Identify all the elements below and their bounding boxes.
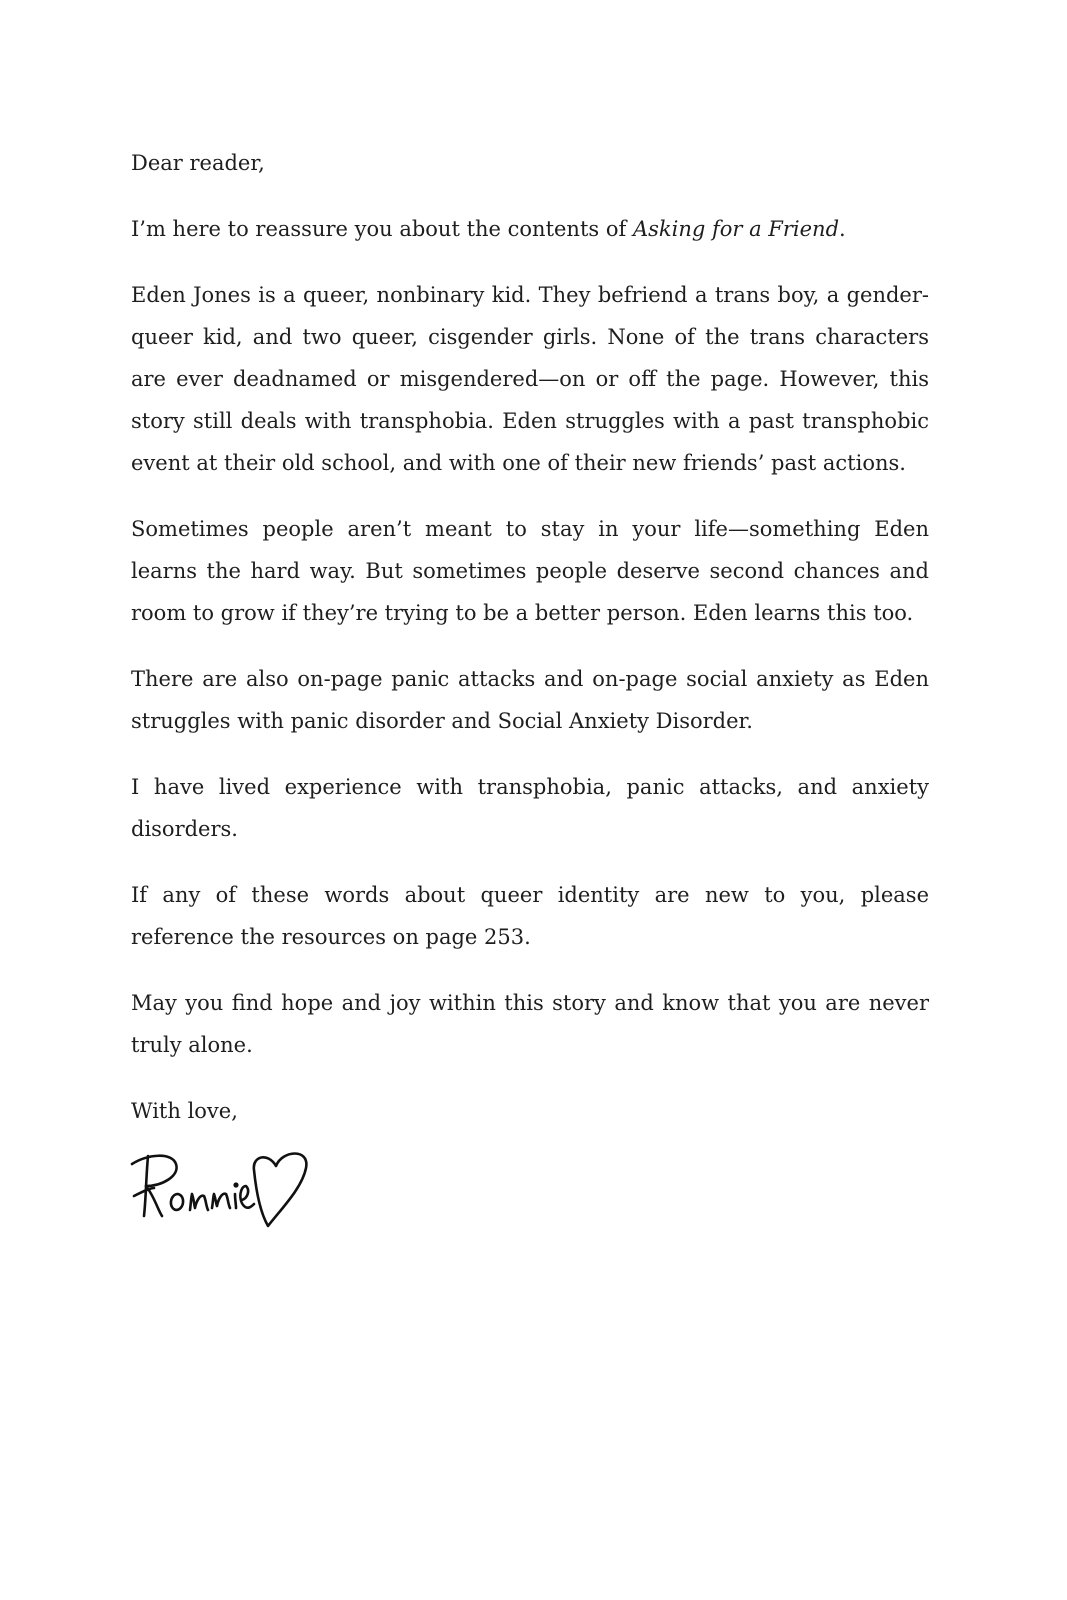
intro-paragraph	[131, 208, 929, 250]
letter-body	[131, 142, 929, 1156]
intro-text: I’m here to reassure you about the contents of	[131, 217, 633, 241]
paragraph-characters: Eden Jones is a queer, nonbinary kid. They befriend a trans boy, a gender-queer kid, and two queer, cisgender girls. None of the trans characters are ever deadnamed or misgendered—on or off the page. However, this story still deals with transphobia. Eden struggles with a past transphobic event at their old school, and with one of their new friends’ past actions.	[131, 283, 929, 475]
paragraph-resources: If any of these words about queer identity are new to you, please reference the resources on page 253.	[131, 883, 929, 949]
intro-period: .	[839, 217, 846, 241]
paragraph-lived-experience: I have lived experience with transphobia, panic attacks, and anxiety disorders.	[131, 775, 929, 841]
salutation: Dear reader,	[131, 151, 265, 175]
handwritten-signature	[128, 1148, 318, 1238]
paragraph-anxiety: There are also on-page panic attacks and on-page social anxiety as Eden struggles with panic disorder and Social Anxiety Disorder.	[131, 667, 929, 733]
paragraph-hope: May you find hope and joy within this story and know that you are never truly alone.	[131, 991, 929, 1057]
closing: With love,	[131, 1099, 238, 1123]
book-title: Asking for a Friend	[632, 217, 840, 241]
signature-heart-drawing	[128, 1148, 318, 1238]
paragraph-relationships: Sometimes people aren’t meant to stay in your life—something Eden learns the hard way. But sometimes people deserve second chances and room to grow if they’re trying to be a better person. Eden learns this too.	[131, 517, 929, 625]
